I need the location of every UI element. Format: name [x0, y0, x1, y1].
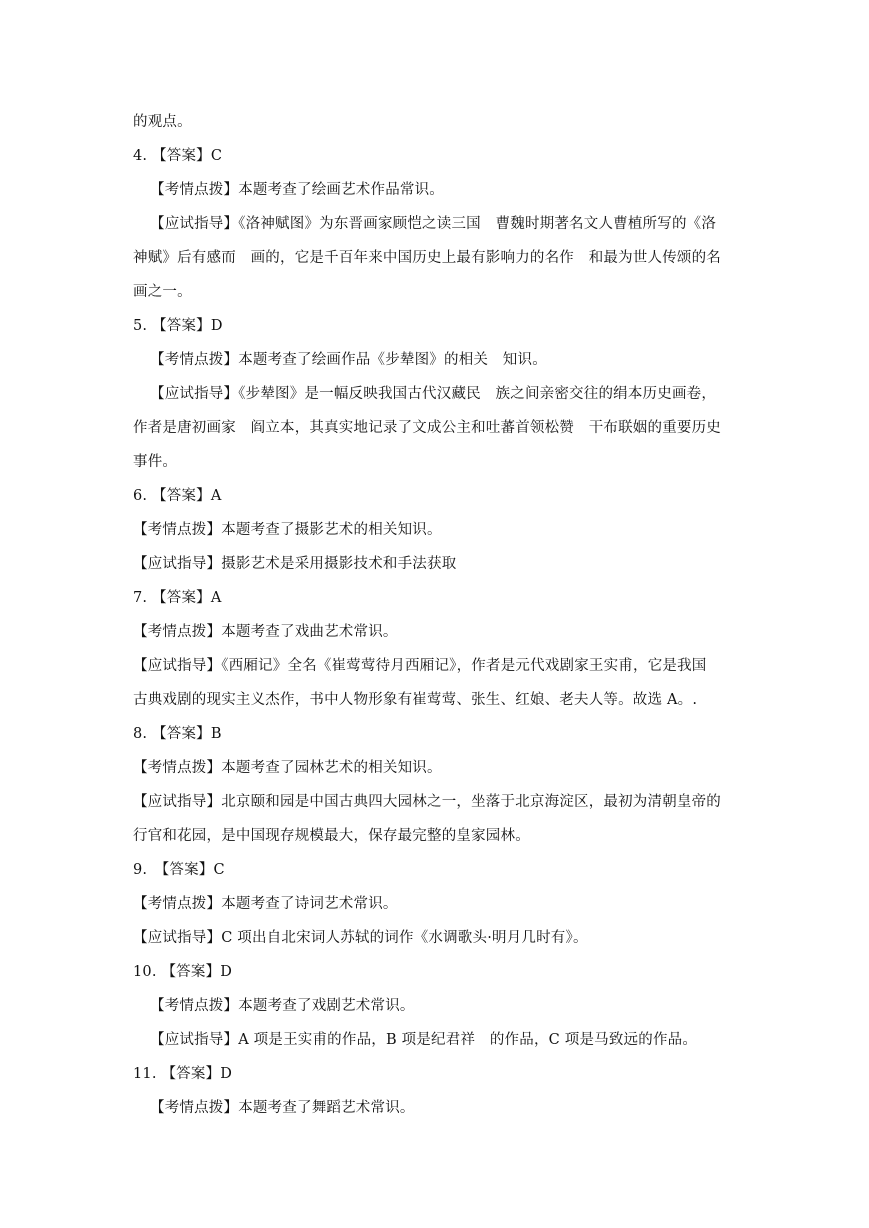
text-line: 【考情点拨】本题考查了摄影艺术的相关知识。 — [133, 522, 442, 538]
answer-heading: 4. 【答案】C — [133, 148, 223, 164]
text-line: 【应试指导】《西厢记》全名《崔莺莺待月西厢记》，作者是元代戏剧家王实甫，它是我国 — [133, 658, 707, 674]
text-line: 的观点。 — [133, 114, 192, 130]
text-line: 【考情点拨】本题考查了舞蹈艺术常识。 — [150, 1100, 415, 1116]
answer-heading: 10. 【答案】D — [133, 964, 233, 980]
text-line: 【应试指导】A 项是王实甫的作品，B 项是纪君祥 的作品，C 项是马致远的作品。 — [150, 1032, 698, 1048]
text-line: 【考情点拨】本题考查了绘画作品《步辇图》的相关 知识。 — [150, 352, 547, 368]
text-line: 【考情点拨】本题考查了诗词艺术常识。 — [133, 896, 398, 912]
answer-heading: 8. 【答案】B — [133, 726, 222, 742]
text-line: 【考情点拨】本题考查了绘画艺术作品常识。 — [150, 182, 444, 198]
text-line: 【应试指导】《步辇图》是一幅反映我国古代汉藏民 族之间亲密交往的绢本历史画卷， — [150, 386, 717, 402]
text-line: 【考情点拨】本题考查了园林艺术的相关知识。 — [133, 760, 442, 776]
text-line: 神赋》后有感而 画的，它是千百年来中国历史上最有影响力的名作 和最为世人传颂的名 — [133, 250, 721, 266]
answer-heading: 5. 【答案】D — [133, 318, 223, 334]
text-line: 画之一。 — [133, 284, 192, 300]
text-line: 【应试指导】北京颐和园是中国古典四大园林之一，坐落于北京海淀区，最初为清朝皇帝的 — [133, 794, 721, 810]
text-line: 【考情点拨】本题考查了戏曲艺术常识。 — [133, 624, 398, 640]
text-line: 【应试指导】C 项出自北宋词人苏轼的词作《水调歌头·明月几时有》。 — [133, 930, 588, 946]
text-line: 事件。 — [133, 454, 178, 470]
text-line: 作者是唐初画家 阎立本，其真实地记录了文成公主和吐蕃首领松赞 干布联姻的重要历史 — [133, 420, 721, 436]
text-line: 【考情点拨】本题考查了戏剧艺术常识。 — [150, 998, 415, 1014]
answer-heading: 6. 【答案】A — [133, 488, 222, 504]
text-line: 【应试指导】《洛神赋图》为东晋画家顾恺之读三国 曹魏时期著名文人曹植所写的《洛 — [150, 216, 717, 232]
text-line: 【应试指导】摄影艺术是采用摄影技术和手法获取 — [133, 556, 457, 572]
text-line: 古典戏剧的现实主义杰作，书中人物形象有崔莺莺、张生、红娘、老夫人等。故选 A。. — [133, 692, 698, 708]
answer-heading: 9. 【答案】C — [133, 862, 225, 878]
text-line: 行官和花园，是中国现存规模最大，保存最完整的皇家园林。 — [133, 828, 530, 844]
answer-heading: 11. 【答案】D — [133, 1066, 233, 1082]
answer-heading: 7. 【答案】A — [133, 590, 222, 606]
